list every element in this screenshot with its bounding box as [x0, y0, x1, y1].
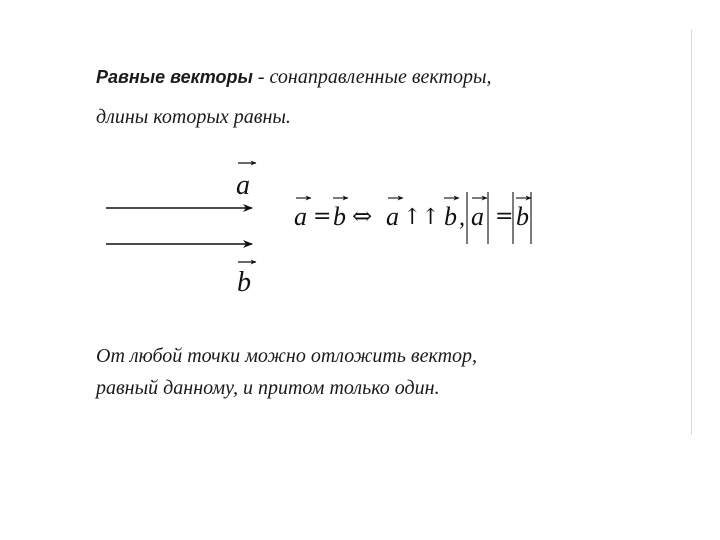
iff-symbol: ⇔	[352, 202, 373, 230]
vector-a-letter: a	[236, 170, 250, 201]
statement-line-1: От любой точки можно отложить вектор,	[96, 345, 478, 367]
definition-text: сонаправленные векторы,	[269, 66, 492, 88]
equality-formula	[294, 192, 531, 244]
definition-term: Равные векторы	[96, 67, 253, 87]
vector-b-letter: b	[237, 267, 251, 298]
vector-b-label	[237, 262, 256, 298]
codirected-symbol: ↑↑	[403, 205, 440, 230]
formula-b-1: b	[333, 202, 346, 231]
formula-b-3: b	[516, 202, 529, 231]
definition-line-2: длины которых равны.	[96, 106, 291, 128]
formula-b-2: b	[444, 202, 457, 231]
formula-comma: ,	[459, 205, 465, 231]
vector-a-label	[236, 163, 256, 201]
definition-dash: -	[252, 66, 270, 88]
formula-equal-2: =	[495, 204, 514, 229]
formula-a-3: a	[471, 202, 484, 231]
statement-line-2: равный данному, и притом только один.	[96, 377, 440, 399]
formula-a-1: a	[294, 202, 307, 231]
formula-a-2: a	[386, 202, 399, 231]
formula-equal-1: =	[313, 204, 332, 229]
